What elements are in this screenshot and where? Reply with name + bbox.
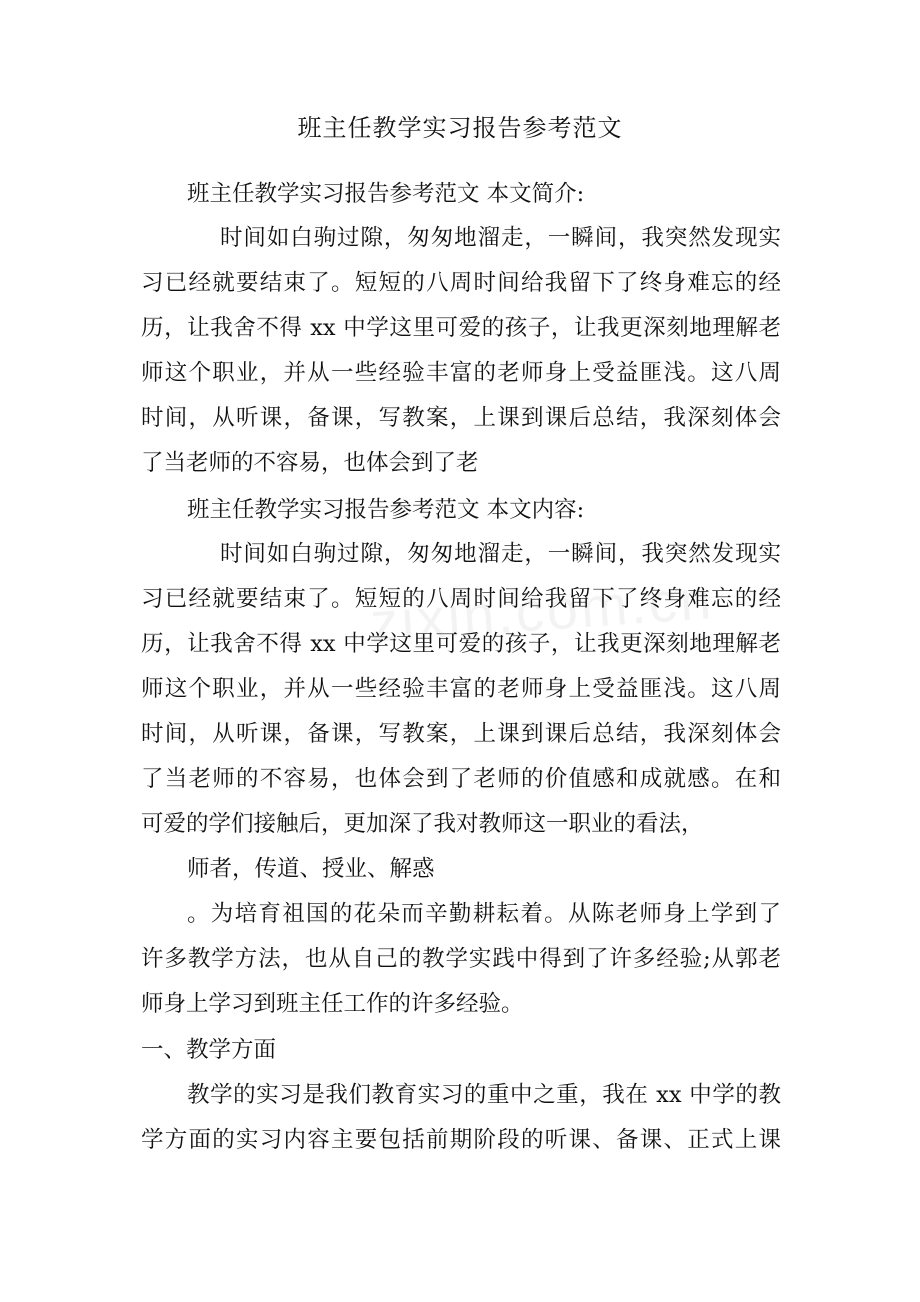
content-line: 时间如白驹过隙，匆匆地溜走，一瞬间，我突然发现实 bbox=[220, 541, 781, 567]
content-line: 可爱的学们接触后，更加深了我对教师这一职业的看法， bbox=[141, 811, 704, 837]
document-title: 班主任教学实习报告参考范文 bbox=[297, 114, 623, 142]
continuation-line: 许多教学方法，也从自己的教学实践中得到了许多经验;从郭老 bbox=[141, 946, 781, 972]
section-heading: 一、教学方面 bbox=[141, 1037, 277, 1063]
continuation-line: 。为培育祖国的花朵而辛勤耕耘着。从陈老师身上学到了 bbox=[187, 901, 781, 927]
intro-line: 时间如白驹过隙，匆匆地溜走，一瞬间，我突然发现实 bbox=[220, 225, 781, 251]
intro-line: 了当老师的不容易，也体会到了老 bbox=[141, 450, 479, 476]
continuation-line: 师身上学习到班主任工作的许多经验。 bbox=[141, 991, 524, 1017]
intro-line: 时间，从听课，备课，写教案，上课到课后总结，我深刻体会 bbox=[141, 405, 781, 431]
content-line: 时间，从听课，备课，写教案，上课到课后总结，我深刻体会 bbox=[141, 721, 781, 747]
intro-line: 师这个职业，并从一些经验丰富的老师身上受益匪浅。这八周 bbox=[141, 360, 781, 386]
content-line: 了当老师的不容易，也体会到了老师的价值感和成就感。在和 bbox=[141, 766, 781, 792]
intro-line: 习已经就要结束了。短短的八周时间给我留下了终身难忘的经 bbox=[141, 270, 781, 296]
content-line: 习已经就要结束了。短短的八周时间给我留下了终身难忘的经 bbox=[141, 586, 781, 612]
quote-line: 师者，传道、授业、解惑 bbox=[187, 856, 435, 882]
intro-heading: 班主任教学实习报告参考范文 本文简介: bbox=[187, 181, 585, 207]
content-heading: 班主任教学实习报告参考范文 本文内容: bbox=[187, 497, 585, 523]
intro-line: 历，让我舍不得 xx 中学这里可爱的孩子，让我更深刻地理解老 bbox=[141, 315, 781, 341]
content-line: 历，让我舍不得 xx 中学这里可爱的孩子，让我更深刻地理解老 bbox=[141, 631, 781, 657]
section-line: 学方面的实习内容主要包括前期阶段的听课、备课、正式上课 bbox=[141, 1127, 781, 1153]
content-line: 师这个职业，并从一些经验丰富的老师身上受益匪浅。这八周 bbox=[141, 676, 781, 702]
section-line: 教学的实习是我们教育实习的重中之重，我在 xx 中学的教 bbox=[187, 1082, 781, 1108]
